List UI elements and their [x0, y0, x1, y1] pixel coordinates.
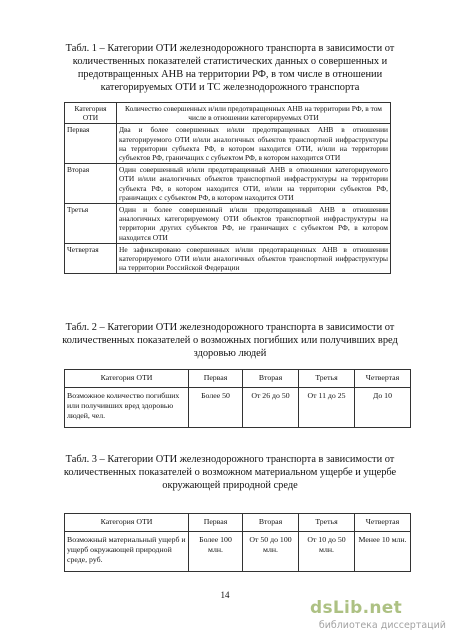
table3-header-second: Вторая: [243, 514, 299, 532]
table3-value-second: От 50 до 100 млн.: [243, 532, 299, 572]
table1-description-cell: Один и более совершенный и/или предотвращенный АНВ в отношении аналогичных категорируемому ОТИ объектов транспортной инфраструктуры на территории других субъектов РФ, не граничащих с субъектом РФ, в котором находится ОТИ: [117, 204, 391, 244]
table3-header-third: Третья: [299, 514, 355, 532]
watermark-logo: [296, 598, 446, 634]
table1: [64, 102, 391, 274]
table1-header-row: [65, 103, 391, 124]
table2-value-third: От 11 до 25: [299, 388, 355, 428]
table2-header-fourth: Четвертая: [355, 370, 411, 388]
table3: [64, 513, 411, 572]
table-row: [65, 243, 391, 274]
table3-header-row: [65, 514, 411, 532]
table2-value-second: От 26 до 50: [243, 388, 299, 428]
table2-header-first: Первая: [189, 370, 243, 388]
table3-header-first: Первая: [189, 514, 243, 532]
table3-caption: Табл. 3 – Категории ОТИ железнодорожного транспорта в зависимости от количественных показателей о возможном материальном ущербе и ущербе окружающей природной среде: [63, 454, 397, 491]
table1-category-cell: Четвертая: [65, 243, 117, 274]
table3-header-fourth: Четвертая: [355, 514, 411, 532]
table-row: [65, 204, 391, 244]
table3-value-third: От 10 до 50 млн.: [299, 532, 355, 572]
table1-category-cell: Вторая: [65, 164, 117, 204]
table3-value-fourth: Менее 10 млн.: [355, 532, 411, 572]
table2-header-row: [65, 370, 411, 388]
table3-header-category: Категория ОТИ: [65, 514, 189, 532]
table1-header-description: Количество совершенных и/или предотвращенных АНВ на территории РФ, в том числе в отношении категорируемых ОТИ: [117, 103, 391, 124]
table-row: [65, 164, 391, 204]
table3-row-label: Возможный материальный ущерб и ущерб окружающей природной среде, руб.: [65, 532, 189, 572]
table1-category-cell: Первая: [65, 124, 117, 164]
table2-row-label: Возможное количество погибших или получивших вред здоровью людей, чел.: [65, 388, 189, 428]
watermark-tagline: библиотека диссертаций: [318, 620, 446, 631]
table1-description-cell: Два и более совершенных и/или предотвращенных АНВ в отношении категорируемого ОТИ и/или аналогичных объектов транспортной инфраструктуры на территории субъекта РФ, в котором находится ОТИ, и/или на территории субъектов РФ, граничащих с субъектом РФ, в котором находится ОТИ: [117, 124, 391, 164]
table-row: [65, 532, 411, 572]
table1-category-cell: Третья: [65, 204, 117, 244]
table-row: [65, 124, 391, 164]
table2-header-category: Категория ОТИ: [65, 370, 189, 388]
table2-value-fourth: До 10: [355, 388, 411, 428]
table2-header-second: Вторая: [243, 370, 299, 388]
table2-value-first: Более 50: [189, 388, 243, 428]
table2-header-third: Третья: [299, 370, 355, 388]
table1-header-category: Категория ОТИ: [65, 103, 117, 124]
table1-description-cell: Один совершенный и/или предотвращенный АНВ в отношении категорируемого ОТИ и/или аналогичных объектов транспортной инфраструктуры на территории субъекта РФ, в котором находится ОТИ, и/или на территории субъектов РФ, граничащих с субъектом РФ, в котором находится ОТИ: [117, 164, 391, 204]
table2: [64, 369, 411, 428]
table-row: [65, 388, 411, 428]
table2-caption: Табл. 2 – Категории ОТИ железнодорожного транспорта в зависимости от количественных показателей о возможных погибших или получивших вред здоровью людей: [62, 322, 398, 359]
table1-description-cell: Не зафиксировано совершенных и/или предотвращенных АНВ в отношении категорируемого ОТИ и/или аналогичных объектов транспортной инфраструктуры на территории Российской Федерации: [117, 243, 391, 274]
table1-caption: Табл. 1 – Категории ОТИ железнодорожного транспорта в зависимости от количественных показателей статистических данных о совершенных и предотвращенных АНВ на территории РФ, в том числе в отношении категорируемых ОТИ и ТС железнодорожного транспорта: [65, 43, 395, 93]
watermark-brand: dsLib.net: [310, 598, 403, 618]
page-number: 14: [220, 590, 230, 600]
table3-value-first: Более 100 млн.: [189, 532, 243, 572]
